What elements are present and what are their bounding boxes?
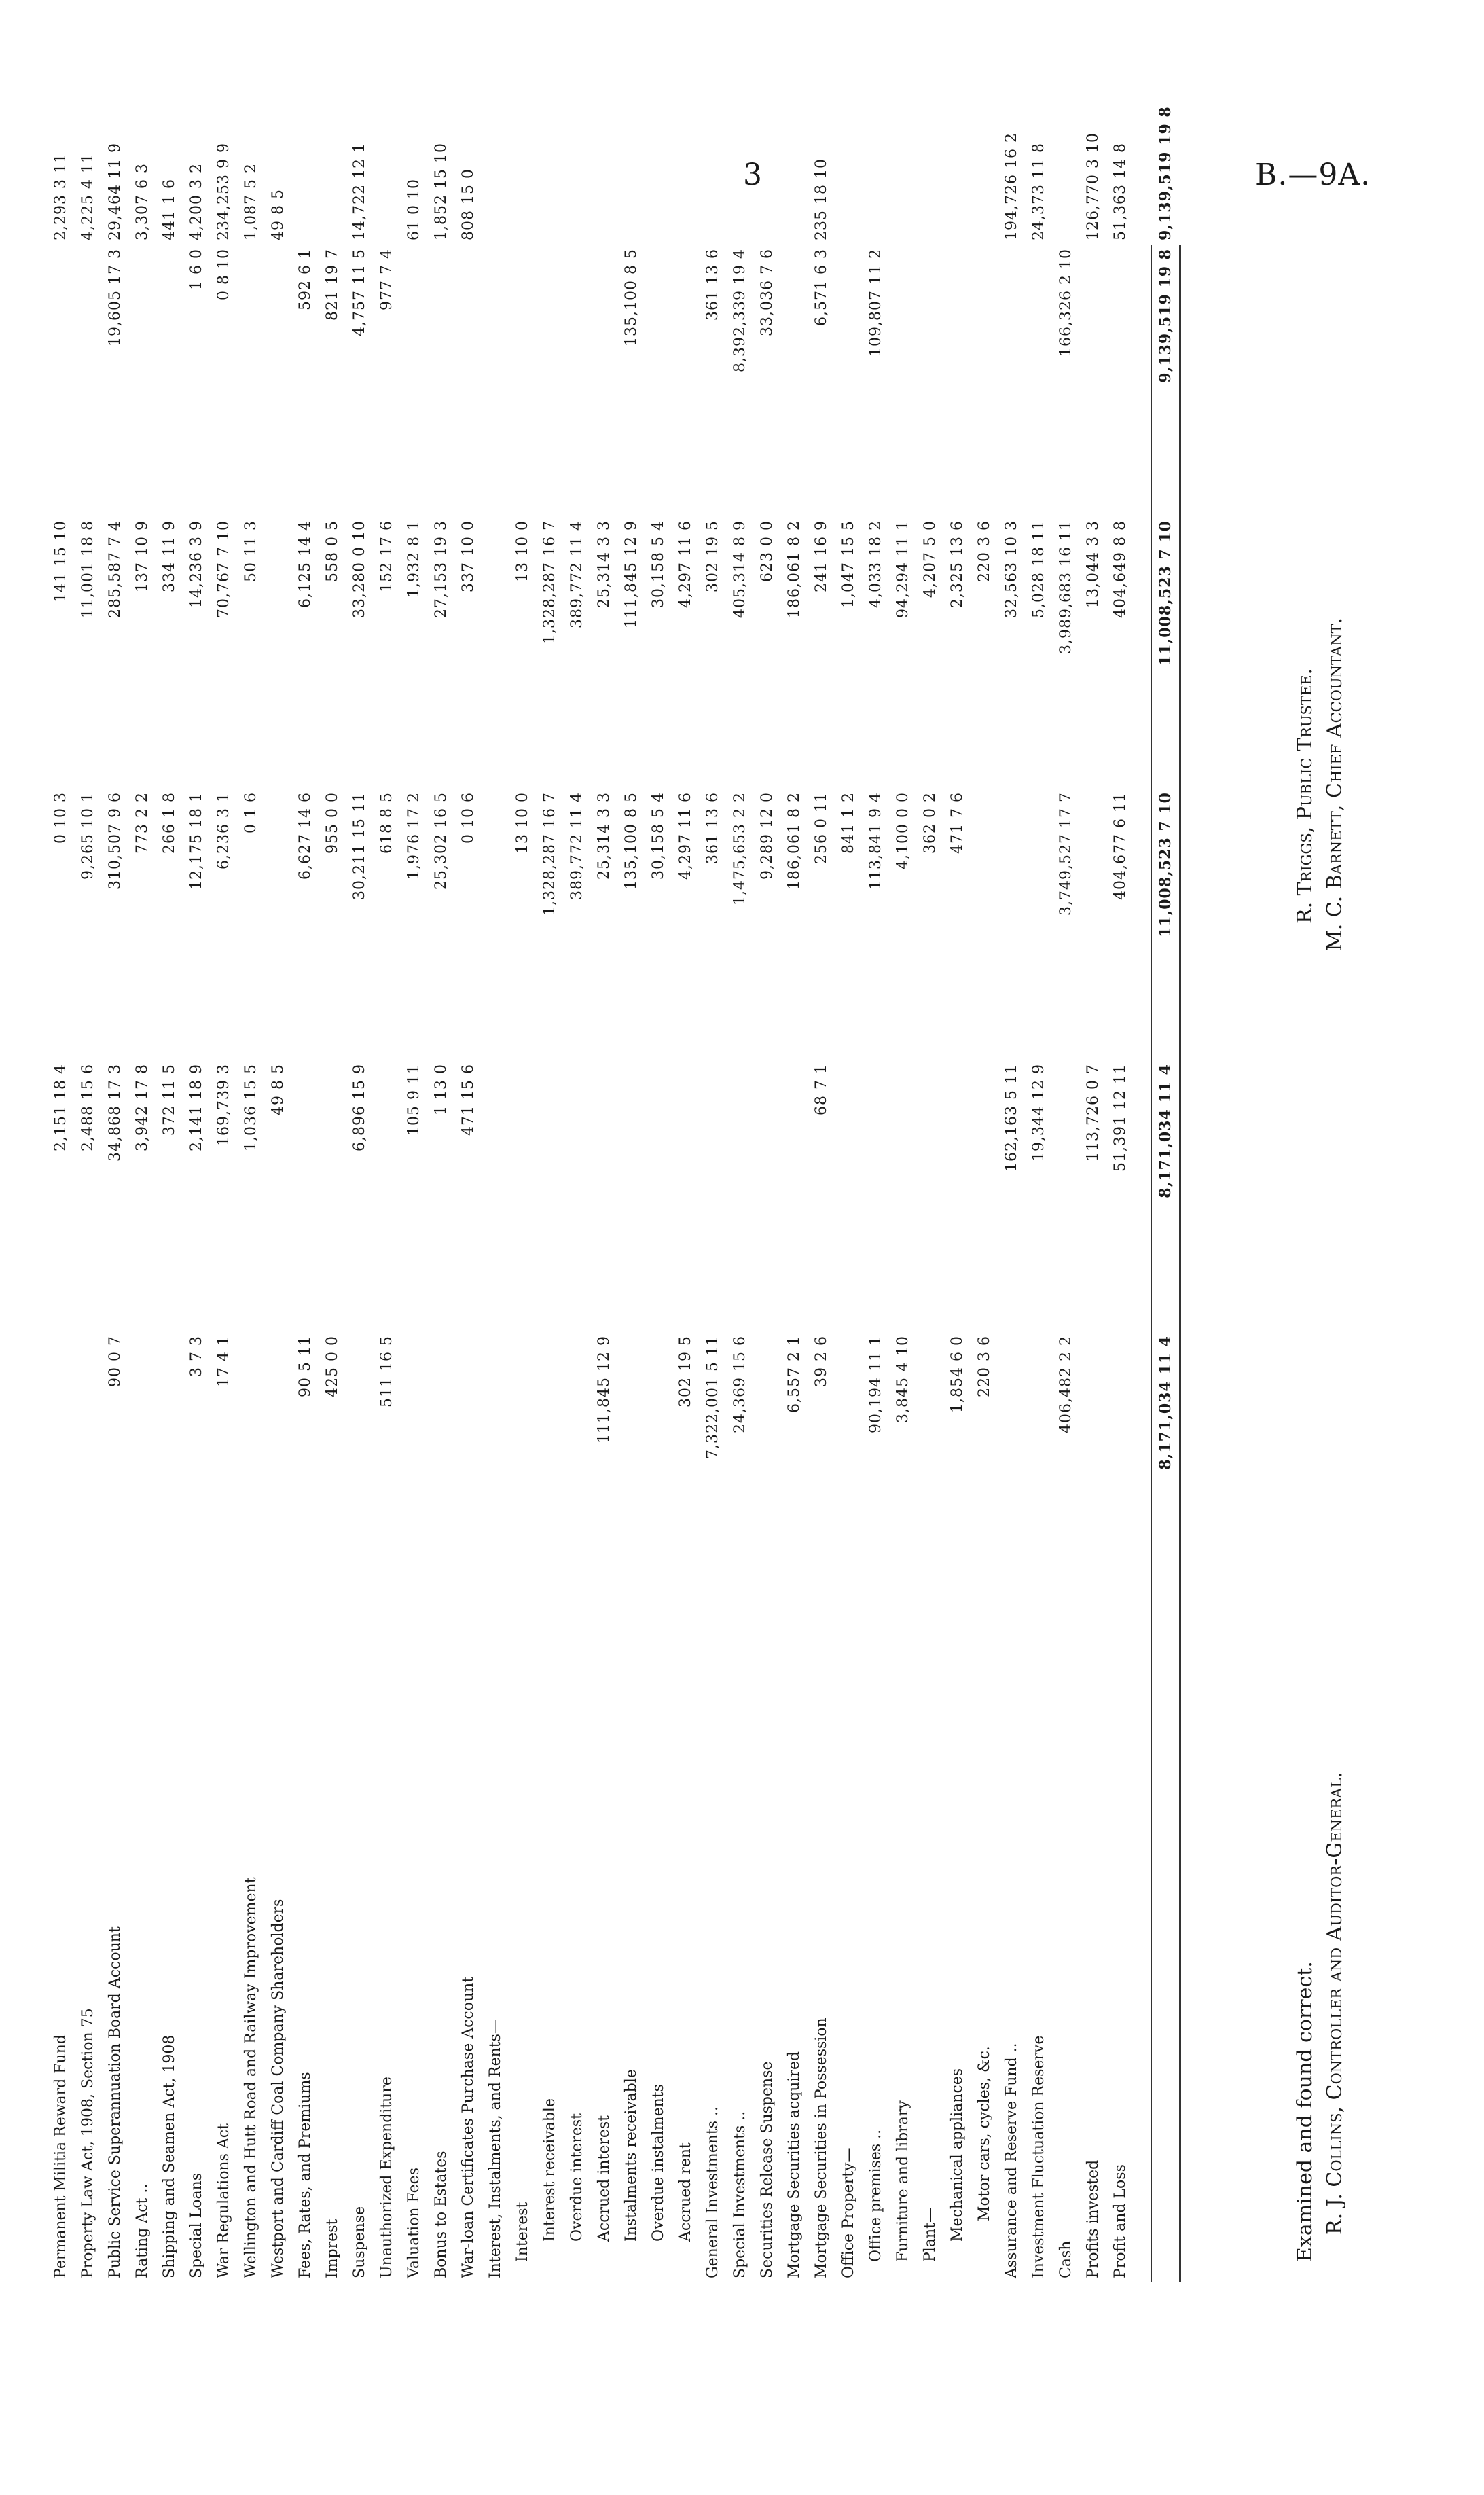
ledger-amount-b <box>754 1060 781 1331</box>
ledger-row-label: Assurance and Reserve Fund .. <box>1003 2043 1020 2278</box>
ledger-amount-a <box>754 1331 781 1603</box>
ledger-amount-b: 51,391 12 11 <box>1112 1064 1129 1172</box>
ledger-totals-label <box>1151 1603 1180 2282</box>
ledger-amount-b: 471 15 6 <box>460 1064 477 1136</box>
trustee-signatures <box>1290 617 1350 951</box>
ledger-amount-a: 425 0 0 <box>324 1335 341 1397</box>
ledger-amount-e <box>48 245 75 516</box>
ledger-row <box>971 245 998 2282</box>
ledger-amount-e <box>564 245 591 516</box>
ledger-row-label: Fees, Rates, and Premiums <box>297 2072 314 2278</box>
ledger-amount-b <box>944 1060 971 1331</box>
ledger-amount-a: 24,369 15 6 <box>731 1335 748 1433</box>
ledger-amount-a: 6,557 2 1 <box>786 1335 803 1413</box>
ledger-amount-a <box>238 1331 265 1603</box>
ledger-amount-b <box>618 1060 645 1331</box>
ledger-amount-a <box>1080 1331 1107 1603</box>
ledger-amount-a: 3 7 3 <box>188 1335 205 1377</box>
ledger-amount-a <box>455 1331 482 1603</box>
audit-certification <box>1290 1772 1350 2262</box>
ledger-amount-c: 12,175 18 1 <box>188 792 205 890</box>
ledger-amount-d: 4,033 18 2 <box>867 520 884 608</box>
ledger-amount-d: 389,772 11 4 <box>568 520 585 628</box>
ledger-amount-a <box>401 1331 428 1603</box>
ledger-row <box>537 245 564 2282</box>
ledger-row-label: Suspense <box>351 2206 368 2278</box>
ledger-row-label: Securities Release Suspense <box>759 2061 776 2278</box>
ledger-row <box>781 245 808 2282</box>
ledger-amount-c: 30,211 15 11 <box>351 792 368 900</box>
ledger-amount-c: 30,158 5 4 <box>650 792 667 880</box>
ledger-row-label: Mortgage Securities acquired <box>786 2051 803 2278</box>
ledger-total-b: 8,171,034 11 4 <box>1151 1060 1180 1331</box>
ledger-amount-b: 3,942 17 8 <box>134 1064 151 1151</box>
ledger-amount-b <box>482 1060 509 1331</box>
ledger-amount-a: 90 5 11 <box>297 1335 314 1397</box>
ledger-amount-e <box>428 245 455 516</box>
ledger-amount-d: 186,061 8 2 <box>786 520 803 618</box>
ledger-amount-c: 25,302 16 5 <box>433 792 450 890</box>
ledger-amount-e: 8,392,339 19 4 <box>731 249 748 372</box>
ledger-amount-d: 70,767 7 10 <box>215 520 232 618</box>
ledger-amount-b: 68 7 1 <box>813 1064 830 1115</box>
ledger-amount-e <box>455 245 482 516</box>
ledger-row-label: Overdue interest <box>568 2113 585 2242</box>
ledger-row: Valuation Fees 105 9 11 1,976 17 2 1,932 8 1 61 0 10 <box>401 245 428 2282</box>
ledger-amount-e <box>591 245 618 516</box>
ledger-amount-c: 841 1 2 <box>840 792 857 854</box>
ledger-amount-b: 113,726 0 7 <box>1085 1064 1102 1162</box>
ledger-amount-b <box>863 1060 890 1331</box>
ledger-amount-d: 623 0 0 <box>759 520 776 582</box>
ledger-amount-d: 14,236 3 9 <box>188 520 205 608</box>
ledger-amount-a: 111,845 12 9 <box>596 1335 613 1443</box>
ledger-amount-c: 13 10 0 <box>514 792 531 854</box>
ledger-amount-a <box>618 1331 645 1603</box>
ledger-amount-c: 404,677 6 11 <box>1112 792 1129 900</box>
ledger-row-label: Mechanical appliances <box>949 2068 966 2242</box>
ledger-amount-e <box>944 245 971 516</box>
ledger-amount-b <box>319 1060 346 1331</box>
ledger-body <box>48 106 1180 2282</box>
ledger-amount-e <box>998 245 1026 516</box>
ledger-amount-e: 135,100 8 5 <box>623 249 640 346</box>
ledger-amount-e <box>645 245 672 516</box>
ledger-amount-b: 2,488 15 6 <box>79 1064 96 1151</box>
ledger-amount-e: 361 13 6 <box>704 249 721 321</box>
ledger-amount-c: 310,507 9 6 <box>107 792 124 890</box>
ledger-row-label: Accrued interest <box>596 2115 613 2242</box>
ledger-amount-d: 334 11 9 <box>161 520 178 592</box>
ledger-amount-d: 3,989,683 16 11 <box>1057 520 1074 654</box>
ledger-amount-c: 9,289 12 0 <box>759 792 776 880</box>
ledger-row-label: Overdue instalments <box>650 2084 667 2242</box>
ledger-row: Investment Fluctuation Reserve 19,344 12 9 5,028 18 11 24,373 11 8 <box>1026 245 1053 2282</box>
ledger-row-label: Office premises .. <box>867 2129 884 2262</box>
ledger-amount-c: 256 0 11 <box>813 792 830 864</box>
ledger-amount-b <box>835 1060 863 1331</box>
ledger-amount-b: 162,163 5 11 <box>1003 1064 1020 1172</box>
ledger-row: Bonus to Estates 1 13 0 25,302 16 5 27,153 19 3 1,852 15 10 <box>428 245 455 2282</box>
ledger-amount-a <box>645 1331 672 1603</box>
ledger-amount-b <box>292 1060 319 1331</box>
ledger-amount-d: 111,845 12 9 <box>623 520 640 628</box>
ledger-amount-c: 9,265 10 1 <box>79 792 96 880</box>
ledger-amount-d: 13 10 0 <box>514 520 531 582</box>
ledger-row <box>1053 245 1080 2282</box>
ledger-amount-c: 25,314 3 3 <box>596 792 613 880</box>
ledger-amount-e: 33,036 7 6 <box>759 249 776 336</box>
ledger-amount-a: 7,322,001 5 11 <box>704 1335 721 1459</box>
ledger-amount-e <box>835 245 863 516</box>
ledger-amount-b: 169,739 3 <box>215 1064 232 1146</box>
examined-line: Examined and found correct. <box>1293 1961 1317 2262</box>
ledger-amount-c <box>1026 788 1053 1060</box>
ledger-row <box>754 245 781 2282</box>
ledger-amount-c: 135,100 8 5 <box>623 792 640 890</box>
ledger-amount-e <box>156 245 183 516</box>
ledger-row: Westport and Cardiff Coal Company Shareholders 49 8 5 49 8 5 <box>265 245 292 2282</box>
ledger-amount-e <box>75 245 102 516</box>
ledger-row-label: Permanent Militia Reward Fund <box>52 2034 69 2278</box>
accountant-signature: M. C. Barnett, Chief Accountant. <box>1323 617 1347 951</box>
ledger-amount-e: 0 8 10 <box>215 249 232 300</box>
ledger-row-label: Special Investments .. <box>731 2111 748 2278</box>
ledger-amount-d: 32,563 10 3 <box>1003 520 1020 618</box>
ledger-amount-c: 4,297 11 6 <box>677 792 694 880</box>
ledger-amount-d: 220 3 6 <box>976 520 993 582</box>
ledger-amount-a: 1,854 6 0 <box>949 1335 966 1413</box>
ledger-row-label: Profits invested <box>1085 2159 1102 2278</box>
ledger-row-label: Office Property— <box>840 2147 857 2278</box>
ledger-row: Assurance and Reserve Fund .. 162,163 5 11 32,563 10 3 194,726 16 2 <box>998 245 1026 2282</box>
ledger-amount-b: 2,151 18 4 <box>52 1064 69 1151</box>
ledger-row <box>835 245 863 2282</box>
ledger-row-label: Unauthorized Expenditure <box>378 2077 395 2278</box>
ledger-amount-a <box>1107 1331 1134 1603</box>
ledger-row <box>482 245 509 2282</box>
ledger-amount-c: 113,841 9 4 <box>867 792 884 890</box>
ledger-row-label: Imprest <box>324 2219 341 2278</box>
ledger-row-label: Rating Act .. <box>134 2183 151 2278</box>
ledger-amount-e <box>781 245 808 516</box>
ledger-row-label: Investment Fluctuation Reserve <box>1030 2035 1047 2278</box>
ledger-amount-a <box>835 1331 863 1603</box>
ledger-amount-d: 4,297 11 6 <box>677 520 694 608</box>
ledger-amount-c: 6,236 3 1 <box>215 792 232 869</box>
ledger-amount-c: 0 10 6 <box>460 792 477 844</box>
ledger-row <box>700 245 727 2282</box>
ledger-amount-b: 49 8 5 <box>270 1064 287 1115</box>
ledger-total-e: 9,139,519 19 8 <box>1151 245 1180 516</box>
ledger-amount-c: 3,749,527 17 7 <box>1057 792 1074 916</box>
ledger-amount-a <box>156 1331 183 1603</box>
ledger-row <box>727 245 754 2282</box>
ledger-row <box>944 245 971 2282</box>
ledger-amount-e <box>672 245 700 516</box>
ledger-row: Suspense 6,896 15 9 30,211 15 11 33,280 0 10 4,757 11 5 14,722 12 1 <box>346 245 374 2282</box>
ledger-amount-d: 241 16 9 <box>813 520 830 592</box>
ledger-row-label: Wellington and Hutt Road and Railway Improvement <box>242 1877 259 2278</box>
ledger-amount-d: 302 19 5 <box>704 520 721 592</box>
ledger-row: War Regulations Act 17 4 1 169,739 3 6,236 3 1 70,767 7 10 0 8 10 234,253 9 9 <box>211 245 238 2282</box>
ledger-amount-d: 337 10 0 <box>460 520 477 592</box>
ledger-amount-a <box>428 1331 455 1603</box>
ledger-amount-b <box>890 1060 917 1331</box>
ledger-table <box>48 106 1181 2282</box>
ledger-amount-d: 25,314 3 3 <box>596 520 613 608</box>
ledger-amount-b <box>971 1060 998 1331</box>
ledger-row <box>591 245 618 2282</box>
ledger-amount-a: 220 3 6 <box>976 1335 993 1397</box>
ledger-amount-d: 13,044 3 3 <box>1085 520 1102 608</box>
ledger-amount-e <box>129 245 156 516</box>
ledger-amount-a <box>48 1331 75 1603</box>
ledger-row-label: Interest, Instalments, and Rents— <box>487 2019 504 2278</box>
ledger-row-label: General Investments .. <box>704 2106 721 2278</box>
ledger-amount-d: 152 17 6 <box>378 520 395 592</box>
ledger-row: Shipping and Seamen Act, 1908 372 11 5 266 1 8 334 11 9 441 1 6 <box>156 245 183 2282</box>
ledger-amount-b <box>509 1060 537 1331</box>
signature-block <box>1290 245 1399 2282</box>
ledger-amount-c <box>265 788 292 1060</box>
ledger-amount-a <box>998 1331 1026 1603</box>
ledger-amount-a: 39 2 6 <box>813 1335 830 1387</box>
ledger-row <box>672 245 700 2282</box>
ledger-row-label: Mortgage Securities in Possession <box>813 2017 830 2278</box>
ledger-amount-c: 362 0 2 <box>922 792 939 854</box>
ledger-amount-d: 137 10 9 <box>134 520 151 592</box>
ledger-amount-e <box>509 245 537 516</box>
ledger-amount-b: 1 13 0 <box>433 1064 450 1115</box>
ledger-amount-a: 511 16 5 <box>378 1335 395 1407</box>
ledger-row <box>509 245 537 2282</box>
ledger-row <box>319 245 346 2282</box>
ledger-amount-b <box>781 1060 808 1331</box>
auditor-signature: R. J. Collins, Controller and Auditor-General. <box>1323 1772 1347 2235</box>
ledger-amount-c: 1,328,287 16 7 <box>541 792 558 916</box>
ledger-amount-b: 6,896 15 9 <box>351 1064 368 1151</box>
ledger-amount-d: 141 15 10 <box>52 520 69 603</box>
ledger-amount-e <box>1026 245 1053 516</box>
ledger-row: Mortgage Securities in Possession 39 2 6 68 7 1 256 0 11 241 16 9 6,571 6 3 235 18 10 <box>808 245 835 2282</box>
ledger-amount-d: 404,649 8 8 <box>1112 520 1129 618</box>
trustee-signature: R. Triggs, Public Trustee. <box>1293 668 1317 924</box>
ledger-amount-b: 105 9 11 <box>405 1064 422 1136</box>
ledger-amount-e <box>890 245 917 516</box>
ledger-amount-e: 109,807 11 2 <box>867 249 884 357</box>
ledger-row: Wellington and Hutt Road and Railway Improvement 1,036 15 5 0 1 6 50 11 3 1,087 5 2 <box>238 245 265 2282</box>
ledger-row-label: Accrued rent <box>677 2142 694 2242</box>
ledger-row <box>618 245 645 2282</box>
ledger-amount-b <box>645 1060 672 1331</box>
ledger-row-label: Cash <box>1057 2240 1074 2278</box>
ledger-amount-e: 166,326 2 10 <box>1057 249 1074 357</box>
ledger-amount-a <box>564 1331 591 1603</box>
ledger-amount-d: 30,158 5 4 <box>650 520 667 608</box>
ledger-amount-d: 2,325 13 6 <box>949 520 966 608</box>
ledger-amount-e <box>1107 245 1134 516</box>
ledger-row: Permanent Militia Reward Fund 2,151 18 4 0 10 3 141 15 10 2,293 3 11 <box>48 245 75 2282</box>
ledger-amount-b: 1,036 15 5 <box>242 1064 259 1151</box>
ledger-amount-a <box>129 1331 156 1603</box>
ledger-amount-c: 389,772 11 4 <box>568 792 585 900</box>
ledger-amount-e <box>1080 245 1107 516</box>
ledger-amount-b <box>917 1060 944 1331</box>
ledger-amount-d: 1,047 15 5 <box>840 520 857 608</box>
ledger-amount-e: 977 7 4 <box>378 249 395 310</box>
ledger-row-label: Shipping and Seamen Act, 1908 <box>161 2034 178 2278</box>
ledger-amount-e: 821 19 7 <box>324 249 341 321</box>
ledger-amount-d: 6,125 14 4 <box>297 520 314 608</box>
ledger-row-label: Interest <box>514 2202 531 2262</box>
ledger-amount-c: 0 1 6 <box>242 792 259 833</box>
ledger-amount-a: 3,845 4 10 <box>894 1335 911 1423</box>
ledger-amount-d: 27,153 19 3 <box>433 520 450 618</box>
ledger-amount-e: 6,571 6 3 <box>813 249 830 326</box>
ledger-total-d: 11,008,523 7 10 <box>1151 516 1180 788</box>
ledger-row-label: Plant— <box>922 2208 939 2262</box>
ledger-amount-c <box>971 788 998 1060</box>
ledger-amount-a <box>482 1331 509 1603</box>
page-number: 3 <box>743 158 762 192</box>
ledger-row: Profit and Loss 51,391 12 11 404,677 6 11 404,649 8 8 51,363 14 8 <box>1107 245 1134 2282</box>
ledger-amount-c: 1,475,653 2 2 <box>731 792 748 905</box>
ledger-amount-b: 19,344 12 9 <box>1030 1064 1047 1162</box>
ledger-amount-d: 1,932 8 1 <box>405 520 422 598</box>
ledger-row-label: Bonus to Estates <box>433 2151 450 2278</box>
ledger-amount-d: 405,314 8 9 <box>731 520 748 618</box>
ledger-amount-b <box>537 1060 564 1331</box>
ledger-row <box>564 245 591 2282</box>
ledger-amount-c: 618 8 5 <box>378 792 395 854</box>
ledger-amount-b <box>727 1060 754 1331</box>
ledger-amount-b <box>564 1060 591 1331</box>
ledger-row-label: Valuation Fees <box>405 2168 422 2278</box>
ledger-amount-e: 4,757 11 5 <box>351 249 368 336</box>
ledger-amount-b: 372 11 5 <box>161 1064 178 1136</box>
ledger-amount-d: 5,028 18 11 <box>1030 520 1047 618</box>
ledger-amount-a: 90 0 7 <box>107 1335 124 1387</box>
ledger-amount-b <box>672 1060 700 1331</box>
ledger-total-c: 11,008,523 7 10 <box>1151 788 1180 1060</box>
ledger-amount-b: 2,141 18 9 <box>188 1064 205 1151</box>
ledger-amount-c: 361 13 6 <box>704 792 721 864</box>
ledger-row-label: Profit and Loss <box>1112 2164 1129 2278</box>
ledger-row-label: Public Service Superannuation Board Account <box>107 1926 124 2278</box>
ledger-amount-c: 186,061 8 2 <box>786 792 803 890</box>
ledger-row-label: Westport and Cardiff Coal Company Shareholders <box>270 1899 287 2278</box>
ledger-amount-c: 471 7 6 <box>949 792 966 854</box>
ledger-row-label: War-loan Certificates Purchase Account <box>460 1976 477 2278</box>
ledger-amount-d <box>265 516 292 788</box>
ledger-amount-b: 34,868 17 3 <box>107 1064 124 1162</box>
ledger-row: Property Law Act, 1908, Section 75 2,488 15 6 9,265 10 1 11,001 18 8 4,225 4 11 <box>75 245 102 2282</box>
ledger-amount-c <box>482 788 509 1060</box>
ledger-amount-e: 592 6 1 <box>297 249 314 310</box>
ledger-spacer <box>1134 245 1151 2282</box>
ledger-amount-a <box>917 1331 944 1603</box>
ledger-amount-e: 1 6 0 <box>188 249 205 290</box>
ledger-row-label: Interest receivable <box>541 2098 558 2242</box>
ledger-amount-d <box>482 516 509 788</box>
ledger-amount-c: 266 1 8 <box>161 792 178 854</box>
ledger-amount-c: 4,100 0 0 <box>894 792 911 869</box>
ledger-row-label: Special Loans <box>188 2172 205 2278</box>
ledger-totals-row: 8,171,034 11 4 8,171,034 11 4 11,008,523 7 10 11,008,523 7 10 9,139,519 19 8 9,139,519 19 8 <box>1151 245 1180 2282</box>
ledger-amount-b <box>1053 1060 1080 1331</box>
ledger-row <box>292 245 319 2282</box>
ledger-amount-e: 19,605 17 3 <box>107 249 124 346</box>
ledger-amount-c: 1,976 17 2 <box>405 792 422 880</box>
ledger-row-label: Instalments receivable <box>623 2069 640 2242</box>
ledger-amount-e <box>537 245 564 516</box>
ledger-row: War-loan Certificates Purchase Account 471 15 6 0 10 6 337 10 0 808 15 0 <box>455 245 482 2282</box>
ledger-row: Profits invested 113,726 0 7 13,044 3 3 126,770 3 10 <box>1080 245 1107 2282</box>
ledger-row-label: War Regulations Act <box>215 2123 232 2278</box>
ledger-amount-a <box>346 1331 374 1603</box>
ledger-amount-e <box>401 245 428 516</box>
ledger-row <box>374 245 401 2282</box>
ledger-amount-d: 33,280 0 10 <box>351 520 368 618</box>
ledger-total-a: 8,171,034 11 4 <box>1151 1331 1180 1603</box>
ledger-amount-a <box>1026 1331 1053 1603</box>
ledger-amount-a: 90,194 11 1 <box>867 1335 884 1433</box>
ledger-amount-d: 50 11 3 <box>242 520 259 582</box>
ledger-amount-d: 285,587 7 4 <box>107 520 124 618</box>
ledger-amount-a: 302 19 5 <box>677 1335 694 1407</box>
ledger-amount-c: 955 0 0 <box>324 792 341 854</box>
ledger-amount-a <box>509 1331 537 1603</box>
ledger-amount-e <box>971 245 998 516</box>
ledger-amount-e <box>238 245 265 516</box>
ledger-amount-d: 4,207 5 0 <box>922 520 939 598</box>
ledger-row-label: Property Law Act, 1908, Section 75 <box>79 2008 96 2278</box>
ledger-amount-c <box>998 788 1026 1060</box>
ledger-row <box>645 245 672 2282</box>
ledger-amount-d: 94,294 11 1 <box>894 520 911 618</box>
ledger-amount-c: 0 10 3 <box>52 792 69 844</box>
ledger-row-label: Furniture and library <box>894 2100 911 2262</box>
ledger-amount-b <box>374 1060 401 1331</box>
ledger-row <box>863 245 890 2282</box>
ledger-amount-d: 558 0 5 <box>324 520 341 582</box>
ledger-amount-c: 6,627 14 6 <box>297 792 314 880</box>
ledger-row: Rating Act .. 3,942 17 8 773 2 2 137 10 9 3,307 6 3 <box>129 245 156 2282</box>
ledger-amount-e <box>482 245 509 516</box>
ledger-amount-a: 17 4 1 <box>215 1335 232 1387</box>
ledger-row: Public Service Superannuation Board Account 90 0 7 34,868 17 3 310,507 9 6 285,587 7 4 19,605 17 3 29,464 11 9 <box>102 245 129 2282</box>
ledger-amount-d: 11,001 18 8 <box>79 520 96 618</box>
ledger-amount-a <box>265 1331 292 1603</box>
ledger-amount-c: 773 2 2 <box>134 792 151 854</box>
ledger-amount-d: 1,328,287 16 7 <box>541 520 558 644</box>
document-reference: B.—9A. <box>1255 158 1371 192</box>
ledger-amount-b <box>700 1060 727 1331</box>
ledger-amount-b <box>591 1060 618 1331</box>
ledger-amount-c <box>1080 788 1107 1060</box>
ledger-amount-e <box>917 245 944 516</box>
ledger-amount-a <box>537 1331 564 1603</box>
ledger-amount-a: 406,482 2 2 <box>1057 1335 1074 1433</box>
ledger-row: Special Loans 3 7 3 2,141 18 9 12,175 18 1 14,236 3 9 1 6 0 4,200 3 2 <box>183 245 211 2282</box>
ledger-row-label: Motor cars, cycles, &c. <box>976 2046 993 2221</box>
ledger-amount-e <box>265 245 292 516</box>
ledger-row <box>890 245 917 2282</box>
ledger-amount-a <box>75 1331 102 1603</box>
ledger-row <box>917 245 944 2282</box>
